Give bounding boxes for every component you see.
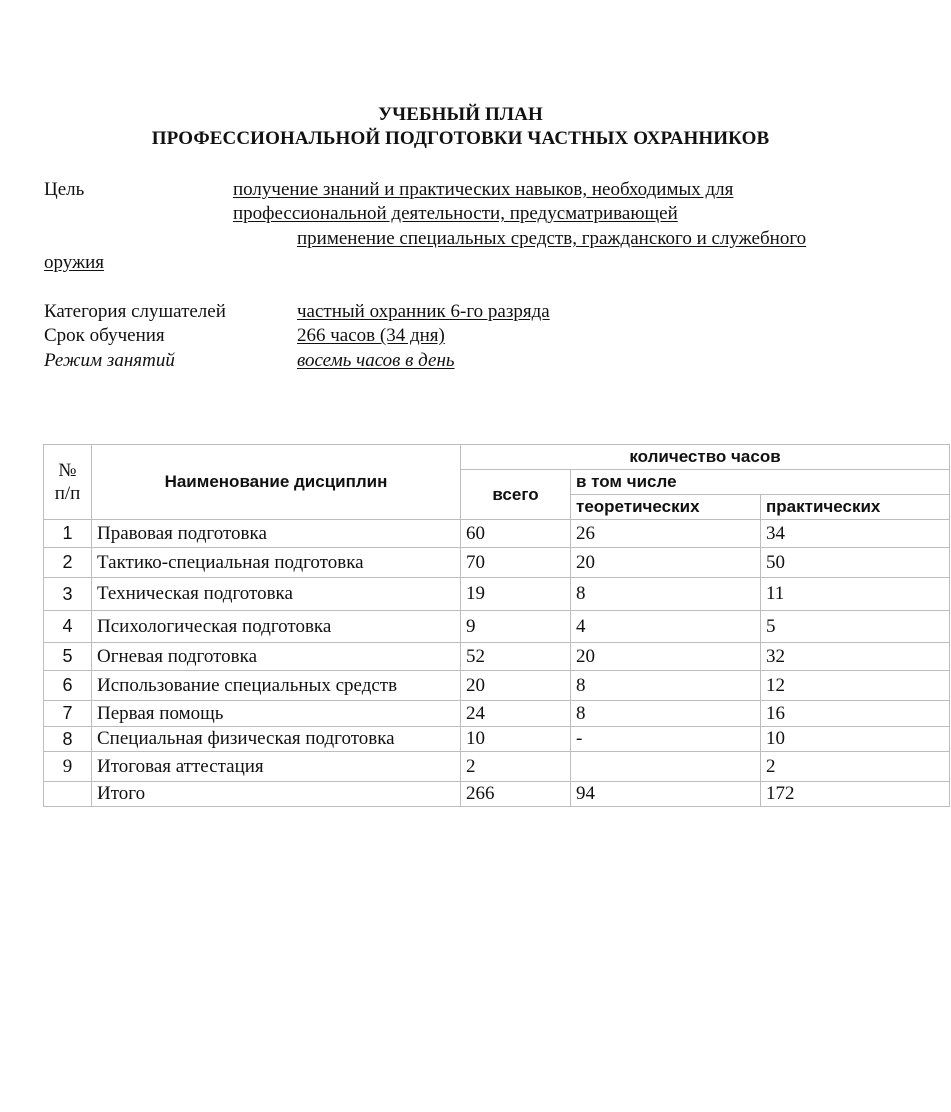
schedule-label: Режим занятий xyxy=(44,350,175,371)
category-label: Категория слушателей xyxy=(44,301,226,322)
discipline-name-header: Наименование дисциплин xyxy=(92,445,461,520)
row-number: 2 xyxy=(44,548,92,578)
category-value: частный охранник 6-го разряда xyxy=(297,301,550,322)
theory-hours: 4 xyxy=(571,611,761,643)
document-title: УЧЕБНЫЙ ПЛАН xyxy=(378,104,543,125)
table-row xyxy=(44,643,950,671)
practice-hours: 32 xyxy=(761,643,950,671)
discipline-name: Специальная физическая подготовка xyxy=(92,727,461,752)
table-row xyxy=(44,671,950,701)
goal-text-line-2: профессиональной деятельности, предусматривающей xyxy=(233,203,678,224)
row-number: 7 xyxy=(44,701,92,727)
practice-header: практических xyxy=(761,495,950,520)
discipline-name: Техническая подготовка xyxy=(92,578,461,611)
discipline-name: Использование специальных средств xyxy=(92,671,461,701)
document-subtitle: ПРОФЕССИОНАЛЬНОЙ ПОДГОТОВКИ ЧАСТНЫХ ОХРАННИКОВ xyxy=(151,128,770,149)
discipline-name: Итоговая аттестация xyxy=(92,752,461,782)
theory-hours: 26 xyxy=(571,520,761,548)
theory-header: теоретических xyxy=(571,495,761,520)
num-header xyxy=(44,445,92,520)
theory-hours: 8 xyxy=(571,671,761,701)
curriculum-table xyxy=(43,444,950,807)
practice-hours: 2 xyxy=(761,752,950,782)
total-hours: 52 xyxy=(461,643,571,671)
practice-hours: 34 xyxy=(761,520,950,548)
goal-label: Цель xyxy=(44,179,85,200)
theory-hours: - xyxy=(571,727,761,752)
table-row xyxy=(44,520,950,548)
row-number: 5 xyxy=(44,643,92,671)
theory-hours: 8 xyxy=(571,578,761,611)
total-hours: 60 xyxy=(461,520,571,548)
num-header-line-2: п/п xyxy=(54,483,81,504)
table-row xyxy=(44,727,950,752)
table-row xyxy=(44,611,950,643)
summary-total-hours: 266 xyxy=(461,782,571,807)
goal-text-line-4: оружия xyxy=(44,252,105,273)
row-number: 1 xyxy=(44,520,92,548)
row-number: 4 xyxy=(44,611,92,643)
discipline-name: Первая помощь xyxy=(92,701,461,727)
practice-hours: 5 xyxy=(761,611,950,643)
theory-hours: 8 xyxy=(571,701,761,727)
total-hours: 9 xyxy=(461,611,571,643)
practice-hours: 50 xyxy=(761,548,950,578)
duration-label: Срок обучения xyxy=(44,325,165,346)
discipline-name: Тактико-специальная подготовка xyxy=(92,548,461,578)
total-hours: 10 xyxy=(461,727,571,752)
practice-hours: 12 xyxy=(761,671,950,701)
num-header-line-1: № xyxy=(58,460,77,481)
schedule-value: восемь часов в день xyxy=(297,350,455,371)
table-row xyxy=(44,701,950,727)
theory-hours: 20 xyxy=(571,548,761,578)
theory-hours xyxy=(571,752,761,782)
table-row xyxy=(44,548,950,578)
table-row xyxy=(44,752,950,782)
theory-hours: 20 xyxy=(571,643,761,671)
practice-hours: 10 xyxy=(761,727,950,752)
duration-value: 266 часов (34 дня) xyxy=(297,325,445,346)
total-hours: 70 xyxy=(461,548,571,578)
total-hours: 19 xyxy=(461,578,571,611)
total-hours: 2 xyxy=(461,752,571,782)
row-number: 6 xyxy=(44,671,92,701)
total-hours: 20 xyxy=(461,671,571,701)
discipline-name: Психологическая подготовка xyxy=(92,611,461,643)
goal-text-line-1: получение знаний и практических навыков, необходимых для xyxy=(233,179,734,200)
goal-text-line-3: применение специальных средств, гражданского и служебного xyxy=(297,228,807,249)
practice-hours: 11 xyxy=(761,578,950,611)
discipline-name: Правовая подготовка xyxy=(92,520,461,548)
including-header: в том числе xyxy=(571,470,950,495)
table-row xyxy=(44,578,950,611)
summary-label: Итого xyxy=(92,782,461,807)
row-number: 8 xyxy=(44,727,92,752)
discipline-name: Огневая подготовка xyxy=(92,643,461,671)
row-number xyxy=(44,782,92,807)
hours-header: количество часов xyxy=(461,445,950,470)
summary-practice-hours: 172 xyxy=(761,782,950,807)
row-number: 3 xyxy=(44,578,92,611)
total-hours: 24 xyxy=(461,701,571,727)
summary-theory-hours: 94 xyxy=(571,782,761,807)
practice-hours: 16 xyxy=(761,701,950,727)
row-number: 9 xyxy=(44,752,92,782)
table-summary-row xyxy=(44,782,950,807)
total-header: всего xyxy=(461,470,571,520)
